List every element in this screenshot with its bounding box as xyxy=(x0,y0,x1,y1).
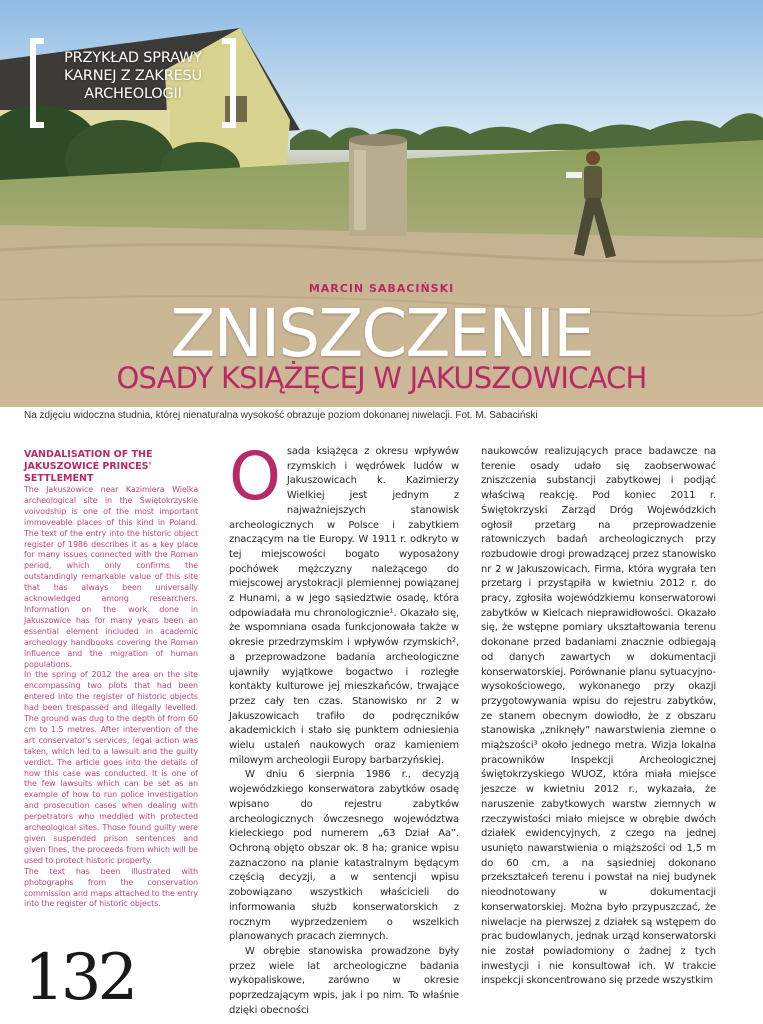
article-subtitle: OSADY KSIĄŻĘCEJ W JAKUSZOWICACH xyxy=(116,361,647,395)
english-summary xyxy=(24,449,198,910)
page-number: 132 xyxy=(24,941,135,1015)
summary-paragraph: The text has been illustrated with photographs from the conservation commission and maps attached to the entry into the register of historic objects. xyxy=(24,866,198,909)
body-column-middle xyxy=(229,438,459,1018)
body-paragraph: naukowców realizujących prace badawcze na terenie osady udało się zaobserwować zniszczenia substancji zabytkowej i podjąć właściwą reakcję. Pod koniec 2011 r. Świętokrzyski Zarząd Dróg Wojewódzkich ogłosił przetarg na przeprowadzenie ratowniczych badań archeologicznych przy rozbudowie drogi prowadzącej przez stanowisko nr 2 w Jakuszowicach. Firma, która wygrała ten przetarg i przystąpiła w kwietniu 2012 r. do pracy, zgłosiła wojewódzkiemu konserwatorowi zabytków w Kielcach nieprawidłowości. Okazało się, że wstępne pomiary ukształtowania terenu dokonane przed badaniami znacznie odbiegają od danych zawartych w dokumentacji konserwatorskiej. Porównanie planu sytuacyjno-wysokościowego, wykonanego przy okazji przygotowywania wpisu do rejestru zabytków, ze stanem obecnym dowiodło, że z obszaru stanowiska „zniknęły” nawarstwienia ziemne o miąższości³ około jednego metra. Wizja lokalna pracowników Inspekcji Archeologicznej świętokrzyskiego WUOZ, która miała miejsce jeszcze w kwietniu 2012 r., wykazała, że naruszenie zabytkowych warstw ziemnych w rzeczywistości miało miejsce w obrębie dwóch działek ewidencyjnych, z czego na jednej usunięto nawarstwienia o miąższości od 1,5 m do 60 cm, a na sąsiedniej dokonano przekształceń terenu i powstał na niej budynek nieodnotowany w dokumentacji konserwatorskiej. Można było przypuszczać, że niwelacje na pierwszej z działek są wstępem do prac budowlanych, jednak urząd konserwatorski nie został powiadomiony o żadnej z tych inwestycji i nie konsultował ich. W trakcie inspekcji skoncentrowano się przede wszystkim xyxy=(481,446,716,987)
body-column-right xyxy=(481,445,716,989)
photo-caption: Na zdjęciu widoczna studnia, której nienaturalna wysokość obrazuje poziom dokonanej niwelacji. Fot. M. Sabaciński xyxy=(24,410,538,421)
series-label-text: PRZYKŁAD SPRAWY KARNEJ Z ZAKRESU ARCHEOLOGII xyxy=(64,50,202,102)
body-paragraph: W obrębie stanowiska prowadzone były przez wiele lat archeologiczne badania wykopaliskowe, zarówno w okresie poprzedzającym wpis, jak i po nim. To właśnie dzięki obecności xyxy=(229,945,459,1016)
bracket-left-decoration xyxy=(30,38,44,128)
article-author: MARCIN SABACIŃSKI xyxy=(308,282,455,295)
summary-paragraph: The Jakuszowice near Kazimiera Wielka archeological site in the Świętokrzyskie voivodship is one of the most important immoveable places of this kind in Poland. The text of the entry into the historic object register of 1986 describes it as a key place for many issues connected with the Roman period, which only confirms the outstandingly remarkable value of this site that has always been universally acknowledged among researchers. Information on the work done in Jakuszowice has for many years been an essential element included in academic archeology handbooks covering the Roman influence and the migration of human populations. xyxy=(24,485,198,669)
hero-photo xyxy=(0,0,763,407)
summary-heading: VANDALISATION OF THE JAKUSZOWICE PRINCES' SETTLEMENT xyxy=(24,449,153,484)
body-paragraph: sada książęca z okresu wpływów rzymskich i wędrówek ludów w Jakuszowicach k. Kazimierzy Wielkiej jest jednym z najważniejszych stanowisk archeologicznych w Polsce i zabytkiem znaczącym na tle Europy. W 1911 r. odkryto w tej miejscowości bogato wyposażony pochówek mężczyzny należącego do miejscowej arystokracji plemiennej powiązanej z Hunami, a w jego sąsiedztwie osadę, która odpowiadała mu chronologicznie¹. Okazało się, że wspomniana osada funkcjonowała także w okresie przedrzymskim i wpływów rzymskich², a przeprowadzone badania archeologiczne ujawniły wyjątkowe bogactwo i rozległe kontakty kulturowe jej mieszkańców, trwające przez cały ten czas. Stanowisko nr 2 w Jakuszowicach trafiło do podręczników akademickich i stało się punktem odniesienia wielu ustaleń naukowych oraz kamieniem milowym archeologii Europy barbarzyńskiej. xyxy=(229,446,459,766)
article-title: ZNISZCZENIE xyxy=(170,295,593,372)
bracket-right-decoration xyxy=(222,38,236,128)
summary-paragraph: In the spring of 2012 the area on the site encompassing two plots that had been entered into the register of historic objects had been trespassed and illegally levelled. The ground was dug to the depth of from 60 cm to 1.5 metres. After intervention of the art conservator's services, legal action was taken, which led to a lawsuit and the guilty verdict. The article goes into the details of how this case was conducted. It is one of the few lawsuits which can be set as an example of how to run police investigation and prosecution cases when dealing with perpetrators who meddled with protected archeological sites. Those found guilty were given suspended prison sentences and given fines, the proceeds from which will be used to protect historic property. xyxy=(24,670,198,865)
series-label xyxy=(30,38,236,128)
drop-cap: O xyxy=(229,438,281,515)
body-paragraph: W dniu 6 sierpnia 1986 r., decyzją wojewódzkiego konserwatora zabytków osadę wpisano do rejestru zabytków archeologicznych ówczesnego województwa kieleckiego pod numerem „63 Dział Aa”. Ochroną objęto obszar ok. 8 ha; granice wpisu zaznaczono na planie katastralnym będącym częścią decyzji, a w sentencji wpisu zobowiązano wszystkich właścicieli do informowania służb konserwatorskich z rocznym wyprzedzeniem o wszelkich planowanych pracach ziemnych. xyxy=(229,769,459,943)
